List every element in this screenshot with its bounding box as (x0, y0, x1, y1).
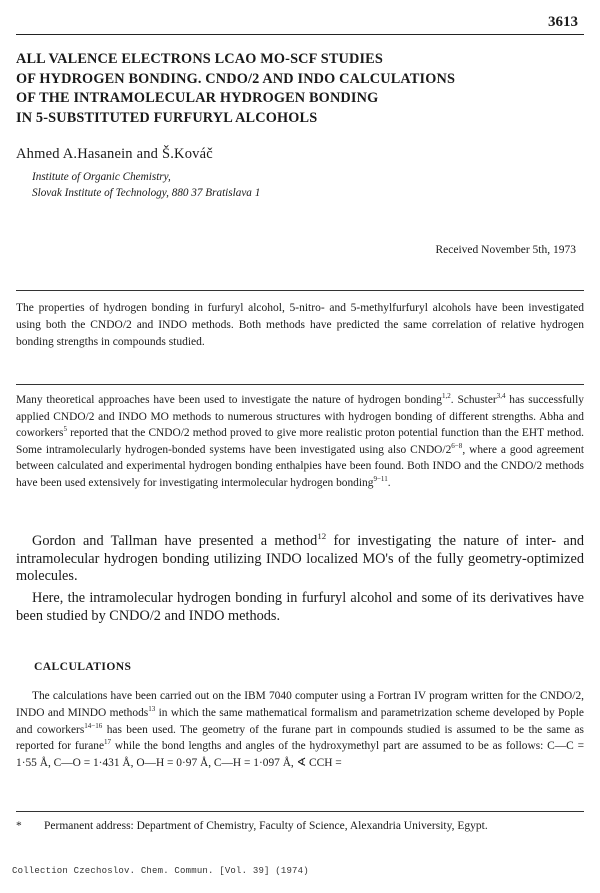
footnote-rule (16, 811, 584, 812)
title-line: OF HYDROGEN BONDING. CNDO/2 AND INDO CALCULATIONS (16, 70, 456, 87)
citation: 6−8 (451, 441, 463, 450)
intro-paragraph-2 (16, 533, 584, 586)
citation: 17 (104, 738, 112, 747)
abstract: The properties of hydrogen bonding in furfuryl alcohol, 5-nitro- and 5-methylfurfuryl alcohols have been investigated using both the CNDO/2 and INDO methods. Both methods have predicted the same correlation of relative hydrogen bonding strengths in compounds studied. (16, 302, 584, 348)
received-date: Received November 5th, 1973 (435, 244, 576, 256)
citation: 13 (148, 705, 156, 713)
article-title (16, 50, 586, 128)
text-run: has been used. The geometry of the furane part in compounds studied is assumed to be the same as reported for furane (16, 723, 584, 753)
text-run: , where a good agreement between calculated and experimental hydrogen bonding enthalpies have been found. Both INDO and the CNDO/2 methods have been used extensively for investigating intermolecular hydrogen bonding (16, 443, 584, 489)
citation: 9−11 (373, 475, 388, 484)
text-run: reported that the CNDO/2 method proved to give more realistic proton potential function than the EHT method. Some intramolecularly hydrogen-bonded systems have been investigated using also CNDO/2 (16, 427, 584, 456)
abstract-top-rule (16, 290, 584, 291)
title-line: ALL VALENCE ELECTRONS LCAO MO-SCF STUDIES (16, 51, 383, 67)
authors: Ahmed A.Hasanein and Š.Kováč (16, 146, 213, 162)
text-run: in which the same mathematical formalism and parametrization scheme developed by Pople and coworkers (16, 706, 584, 736)
header-rule (16, 34, 584, 35)
intro-paragraph-3: Here, the intramolecular hydrogen bonding in furfuryl alcohol and some of its derivatives have been studied by CNDO/2 and INDO methods. (16, 590, 584, 624)
abstract-bottom-rule (16, 384, 584, 385)
text-run: Many theoretical approaches have been used to investigate the nature of hydrogen bonding (16, 394, 442, 406)
title-line: IN 5-SUBSTITUTED FURFURYL ALCOHOLS (16, 109, 318, 126)
citation: 1,2 (441, 392, 451, 401)
title-line: OF THE INTRAMOLECULAR HYDROGEN BONDING (16, 90, 379, 106)
citation: 3,4 (496, 392, 506, 401)
calculations-paragraph (16, 688, 584, 772)
text-run: Gordon and Tallman have presented a method (32, 533, 318, 549)
affiliation-line: Institute of Organic Chemistry, (32, 171, 171, 183)
citation: 5 (63, 425, 67, 434)
footnote (16, 818, 584, 835)
text-run: has successfully applied CNDO/2 and INDO MO methods to numerous structures with hydrogen bonding of different strengths. Abha and coworkers (16, 394, 584, 440)
journal-citation: Collection Czechoslov. Chem. Commun. [Vol. 39] (1974) (12, 866, 309, 876)
citation: 12 (317, 531, 327, 542)
text-run: . (387, 476, 391, 489)
page-number: 3613 (548, 14, 578, 30)
text-run: The calculations have been carried out on the IBM 7040 computer using a Fortran IV program written for the CNDO/2, INDO and MINDO methods (16, 690, 584, 719)
text-run: . Schuster (450, 394, 497, 406)
affiliation (32, 170, 260, 201)
intro-paragraph-1 (16, 392, 584, 492)
citation: 14−16 (84, 721, 103, 730)
affiliation-line: Slovak Institute of Technology, 880 37 Bratislava 1 (32, 186, 261, 199)
footnote-marker: * (16, 820, 22, 832)
text-run: for investigating the nature of inter- and intramolecular hydrogen bonding utilizing INDO localized MO's of the fully geometry-optimized molecules. (16, 533, 584, 584)
text-run: while the bond lengths and angles of the hydroxymethyl part are assumed to be as follows: C—C = 1·55 Å, C—O = 1·431 Å, O—H = 0·97 Å, C—H = 1·097 Å, ∢ CCH = (16, 740, 584, 770)
section-heading-calculations: CALCULATIONS (34, 660, 132, 673)
footnote-text: Permanent address: Department of Chemistry, Faculty of Science, Alexandria University, Egypt. (44, 820, 488, 832)
